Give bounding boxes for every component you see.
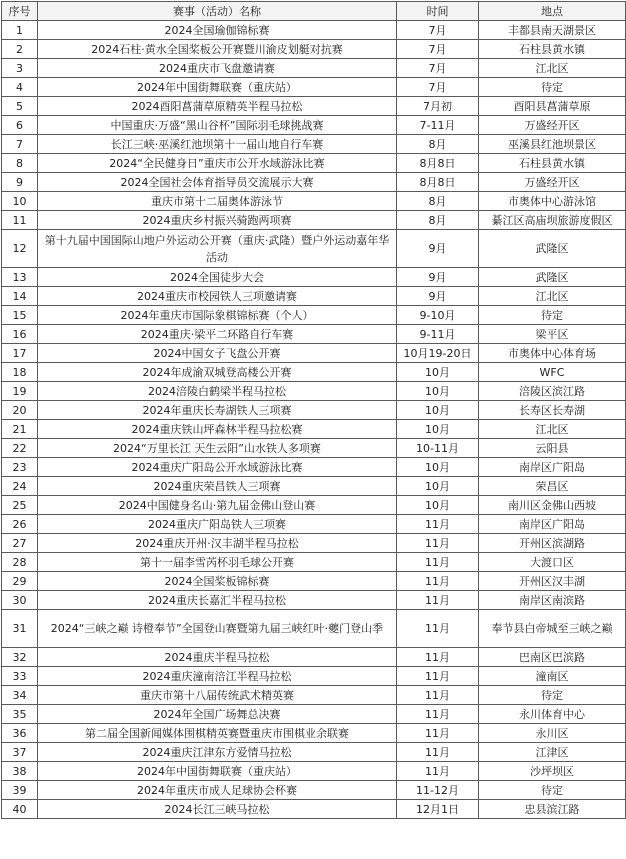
row-index: 38	[2, 762, 38, 781]
event-location: 江北区	[479, 287, 626, 306]
event-location: 市奥体中心体育场	[479, 344, 626, 363]
table-row	[2, 572, 626, 591]
event-time: 7月	[397, 78, 479, 97]
row-index: 29	[2, 572, 38, 591]
table-row	[2, 363, 626, 382]
event-name: 2024酉阳菖蒲草原精英半程马拉松	[38, 97, 397, 116]
event-name: 2024全国社会体育指导员交流展示大赛	[38, 173, 397, 192]
event-time: 11月	[397, 553, 479, 572]
row-index: 2	[2, 40, 38, 59]
row-index: 23	[2, 458, 38, 477]
event-time: 7-11月	[397, 116, 479, 135]
row-index: 32	[2, 648, 38, 667]
event-time: 11月	[397, 762, 479, 781]
event-name: 重庆市第十二届奥体游泳节	[38, 192, 397, 211]
table-row	[2, 59, 626, 78]
events-table	[1, 1, 626, 819]
event-location: 武隆区	[479, 268, 626, 287]
table-row	[2, 401, 626, 420]
event-time: 11月	[397, 610, 479, 648]
table-row	[2, 211, 626, 230]
event-location: 待定	[479, 781, 626, 800]
table-row	[2, 325, 626, 344]
table-row	[2, 724, 626, 743]
row-index: 33	[2, 667, 38, 686]
header-event-name: 赛事（活动）名称	[38, 2, 397, 21]
event-name: 2024全国瑜伽锦标赛	[38, 21, 397, 40]
event-location: 石柱县黄水镇	[479, 154, 626, 173]
row-index: 24	[2, 477, 38, 496]
event-name: 2024石柱·黄水全国桨板公开赛暨川渝皮划艇对抗赛	[38, 40, 397, 59]
event-name: 2024年中国街舞联赛（重庆站）	[38, 762, 397, 781]
event-name: 2024长江三峡马拉松	[38, 800, 397, 819]
table-row	[2, 192, 626, 211]
row-index: 18	[2, 363, 38, 382]
row-index: 39	[2, 781, 38, 800]
row-index: 26	[2, 515, 38, 534]
event-name: 2024重庆广阳岛铁人三项赛	[38, 515, 397, 534]
table-row	[2, 743, 626, 762]
event-time: 10月	[397, 382, 479, 401]
event-name: 2024全国徒步大会	[38, 268, 397, 287]
row-index: 28	[2, 553, 38, 572]
row-index: 1	[2, 21, 38, 40]
table-row	[2, 230, 626, 268]
table-row	[2, 287, 626, 306]
event-location: 江北区	[479, 59, 626, 78]
table-row	[2, 800, 626, 819]
event-time: 10月	[397, 496, 479, 515]
event-name: 2024重庆开州·汉丰湖半程马拉松	[38, 534, 397, 553]
header-time: 时间	[397, 2, 479, 21]
event-time: 10月	[397, 477, 479, 496]
row-index: 27	[2, 534, 38, 553]
event-time: 10月	[397, 401, 479, 420]
event-name: 重庆市第十八届传统武术精英赛	[38, 686, 397, 705]
row-index: 17	[2, 344, 38, 363]
event-location: 巫溪县红池坝景区	[479, 135, 626, 154]
event-time: 11月	[397, 591, 479, 610]
event-location: 荣昌区	[479, 477, 626, 496]
table-row	[2, 78, 626, 97]
event-time: 10-11月	[397, 439, 479, 458]
table-row	[2, 97, 626, 116]
table-row	[2, 40, 626, 59]
table-row	[2, 534, 626, 553]
event-name: 2024重庆乡村振兴骑跑两项赛	[38, 211, 397, 230]
event-name: 2024年全国广场舞总决赛	[38, 705, 397, 724]
event-location: 长寿区长寿湖	[479, 401, 626, 420]
event-time: 8月8日	[397, 154, 479, 173]
table-row	[2, 458, 626, 477]
table-row	[2, 21, 626, 40]
row-index: 30	[2, 591, 38, 610]
row-index: 9	[2, 173, 38, 192]
event-time: 11月	[397, 686, 479, 705]
event-location: 待定	[479, 78, 626, 97]
table-row	[2, 686, 626, 705]
event-location: 南岸区广阳岛	[479, 458, 626, 477]
table-row	[2, 667, 626, 686]
table-row	[2, 496, 626, 515]
event-name: 2024年成渝双城登高楼公开赛	[38, 363, 397, 382]
row-index: 19	[2, 382, 38, 401]
event-location: 巴南区巴滨路	[479, 648, 626, 667]
event-location: 石柱县黄水镇	[479, 40, 626, 59]
row-index: 14	[2, 287, 38, 306]
row-index: 4	[2, 78, 38, 97]
table-row	[2, 154, 626, 173]
table-row	[2, 648, 626, 667]
event-time: 9-11月	[397, 325, 479, 344]
event-time: 8月	[397, 211, 479, 230]
table-row	[2, 762, 626, 781]
row-index: 22	[2, 439, 38, 458]
event-name: 2024“万里长江 天生云阳”山水铁人多项赛	[38, 439, 397, 458]
event-time: 11月	[397, 515, 479, 534]
event-time: 8月8日	[397, 173, 479, 192]
row-index: 31	[2, 610, 38, 648]
event-name: 2024年重庆市国际象棋锦标赛（个人）	[38, 306, 397, 325]
row-index: 13	[2, 268, 38, 287]
event-time: 7月	[397, 40, 479, 59]
row-index: 20	[2, 401, 38, 420]
event-time: 9-10月	[397, 306, 479, 325]
row-index: 35	[2, 705, 38, 724]
event-name: 2024重庆江津东方爱情马拉松	[38, 743, 397, 762]
event-location: 永川区	[479, 724, 626, 743]
event-name: 2024全国桨板锦标赛	[38, 572, 397, 591]
row-index: 10	[2, 192, 38, 211]
table-row	[2, 306, 626, 325]
row-index: 37	[2, 743, 38, 762]
event-name: 2024重庆广阳岛公开水域游泳比赛	[38, 458, 397, 477]
row-index: 3	[2, 59, 38, 78]
event-location: 南川区金佛山西坡	[479, 496, 626, 515]
event-time: 7月初	[397, 97, 479, 116]
event-name: 2024中国健身名山·第九届金佛山登山赛	[38, 496, 397, 515]
event-time: 11月	[397, 705, 479, 724]
row-index: 7	[2, 135, 38, 154]
row-index: 34	[2, 686, 38, 705]
event-location: WFC	[479, 363, 626, 382]
row-index: 25	[2, 496, 38, 515]
event-name: 2024年中国街舞联赛（重庆站）	[38, 78, 397, 97]
table-row	[2, 135, 626, 154]
table-row	[2, 515, 626, 534]
event-time: 10月19-20日	[397, 344, 479, 363]
event-name: 2024重庆·梁平二环路自行车赛	[38, 325, 397, 344]
row-index: 6	[2, 116, 38, 135]
event-location: 云阳县	[479, 439, 626, 458]
event-time: 8月	[397, 192, 479, 211]
event-location: 永川体育中心	[479, 705, 626, 724]
table-row	[2, 553, 626, 572]
table-row	[2, 268, 626, 287]
table-row	[2, 705, 626, 724]
row-index: 16	[2, 325, 38, 344]
event-name: 2024年重庆长寿湖铁人三项赛	[38, 401, 397, 420]
event-name: 第十九届中国国际山地户外运动公开赛（重庆·武隆）暨户外运动嘉年华活动	[38, 230, 397, 268]
event-name: 2024重庆长嘉汇半程马拉松	[38, 591, 397, 610]
event-time: 11月	[397, 534, 479, 553]
event-time: 11月	[397, 667, 479, 686]
event-location: 酉阳县菖蒲草原	[479, 97, 626, 116]
event-location: 南岸区南滨路	[479, 591, 626, 610]
event-location: 江津区	[479, 743, 626, 762]
event-name: 2024重庆潼南涪江半程马拉松	[38, 667, 397, 686]
event-time: 9月	[397, 230, 479, 268]
event-location: 涪陵区滨江路	[479, 382, 626, 401]
table-row	[2, 610, 626, 648]
table-row	[2, 344, 626, 363]
event-location: 待定	[479, 686, 626, 705]
event-time: 7月	[397, 59, 479, 78]
event-name: 2024重庆市校园铁人三项邀请赛	[38, 287, 397, 306]
event-time: 11-12月	[397, 781, 479, 800]
row-index: 11	[2, 211, 38, 230]
event-location: 待定	[479, 306, 626, 325]
event-location: 梁平区	[479, 325, 626, 344]
event-name: 第十一届李雪芮杯羽毛球公开赛	[38, 553, 397, 572]
event-time: 12月1日	[397, 800, 479, 819]
row-index: 40	[2, 800, 38, 819]
event-time: 9月	[397, 268, 479, 287]
event-time: 10月	[397, 458, 479, 477]
event-location: 潼南区	[479, 667, 626, 686]
event-time: 11月	[397, 648, 479, 667]
header-location: 地点	[479, 2, 626, 21]
event-location: 奉节县白帝城至三峡之巅	[479, 610, 626, 648]
row-index: 12	[2, 230, 38, 268]
event-name: 2024涪陵白鹤梁半程马拉松	[38, 382, 397, 401]
event-time: 11月	[397, 572, 479, 591]
event-name: 2024重庆荣昌铁人三项赛	[38, 477, 397, 496]
event-time: 10月	[397, 363, 479, 382]
event-time: 7月	[397, 21, 479, 40]
event-name: 2024重庆铁山坪森林半程马拉松赛	[38, 420, 397, 439]
event-name: 2024中国女子飞盘公开赛	[38, 344, 397, 363]
event-location: 武隆区	[479, 230, 626, 268]
row-index: 8	[2, 154, 38, 173]
row-index: 21	[2, 420, 38, 439]
event-time: 9月	[397, 287, 479, 306]
event-name: 长江三峡·巫溪红池坝第十一届山地自行车赛	[38, 135, 397, 154]
table-body	[2, 21, 626, 819]
event-name: 中国重庆·万盛“黑山谷杯”国际羽毛球挑战赛	[38, 116, 397, 135]
event-location: 开州区汉丰湖	[479, 572, 626, 591]
event-name: 2024重庆市飞盘邀请赛	[38, 59, 397, 78]
event-location: 万盛经开区	[479, 116, 626, 135]
event-location: 万盛经开区	[479, 173, 626, 192]
row-index: 36	[2, 724, 38, 743]
table-row	[2, 420, 626, 439]
event-location: 綦江区高庙坝旅游度假区	[479, 211, 626, 230]
table-row	[2, 591, 626, 610]
event-name: 2024重庆半程马拉松	[38, 648, 397, 667]
event-location: 开州区滨湖路	[479, 534, 626, 553]
row-index: 15	[2, 306, 38, 325]
event-location: 忠县滨江路	[479, 800, 626, 819]
event-location: 丰都县南天湖景区	[479, 21, 626, 40]
header-row	[2, 2, 626, 21]
event-name: 2024“三峡之巅 诗橙奉节”全国登山赛暨第九届三峡红叶·夔门登山季	[38, 610, 397, 648]
table-row	[2, 477, 626, 496]
event-location: 南岸区广阳岛	[479, 515, 626, 534]
event-time: 10月	[397, 420, 479, 439]
event-time: 11月	[397, 743, 479, 762]
event-time: 8月	[397, 135, 479, 154]
event-time: 11月	[397, 724, 479, 743]
event-name: 2024“全民健身日”重庆市公开水域游泳比赛	[38, 154, 397, 173]
event-location: 大渡口区	[479, 553, 626, 572]
event-location: 沙坪坝区	[479, 762, 626, 781]
table-row	[2, 382, 626, 401]
event-name: 第二届全国新闻媒体围棋精英赛暨重庆市围棋业余联赛	[38, 724, 397, 743]
table-row	[2, 116, 626, 135]
table-row	[2, 781, 626, 800]
row-index: 5	[2, 97, 38, 116]
table-row	[2, 439, 626, 458]
event-location: 市奥体中心游泳馆	[479, 192, 626, 211]
table-row	[2, 173, 626, 192]
event-name: 2024年重庆市成人足球协会杯赛	[38, 781, 397, 800]
event-location: 江北区	[479, 420, 626, 439]
header-index: 序号	[2, 2, 38, 21]
